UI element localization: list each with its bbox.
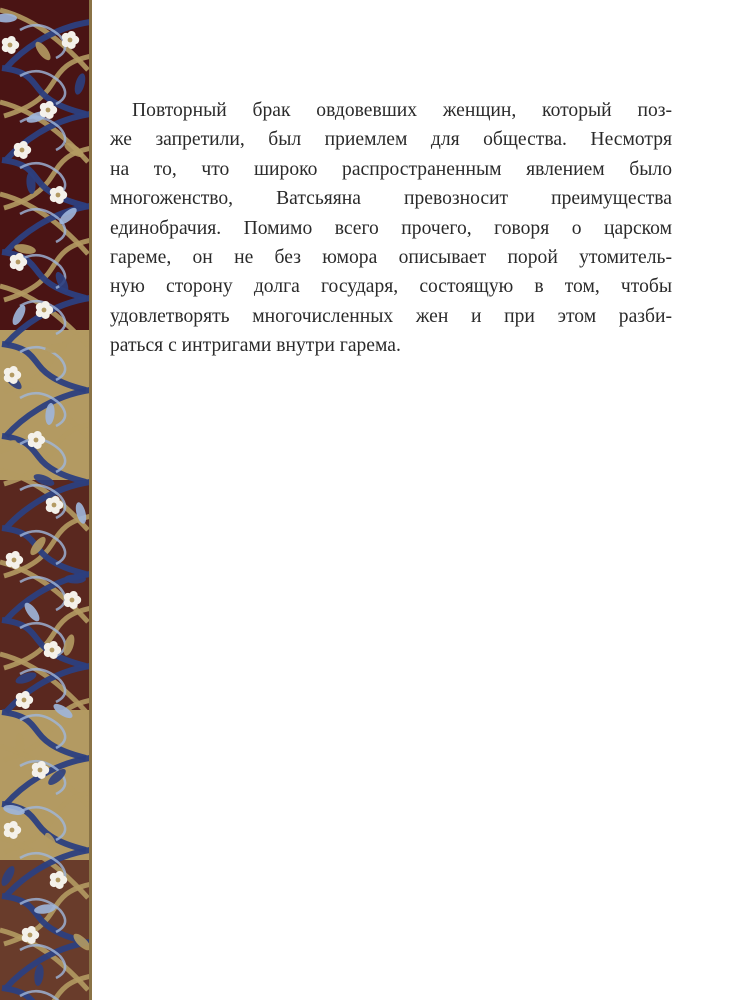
text-line: гареме, он не без юмора описывает порой утомитель- — [110, 247, 672, 269]
text-line: ную сторону долга государя, состоящую в том, чтобы — [110, 276, 672, 298]
floral-ornament-image — [0, 0, 92, 1000]
body-paragraph — [110, 96, 672, 361]
ornamental-border — [0, 0, 92, 1000]
text-line: Повторный брак овдовевших женщин, который поз- — [132, 100, 672, 121]
text-line: многоженство, Ватсьяяна превозносит преимущества — [110, 188, 672, 210]
text-line: единобрачия. Помимо всего прочего, говоря о царском — [110, 217, 672, 239]
text-line: удовлетворять многочисленных жен и при этом разби- — [110, 305, 672, 327]
text-line: на то, что широко распространенным явлением было — [110, 158, 672, 180]
text-line: раться с интригами внутри гарема. — [110, 335, 401, 357]
border-edge — [89, 0, 92, 1000]
text-line: же запретили, был приемлем для общества. Несмотря — [110, 129, 672, 151]
